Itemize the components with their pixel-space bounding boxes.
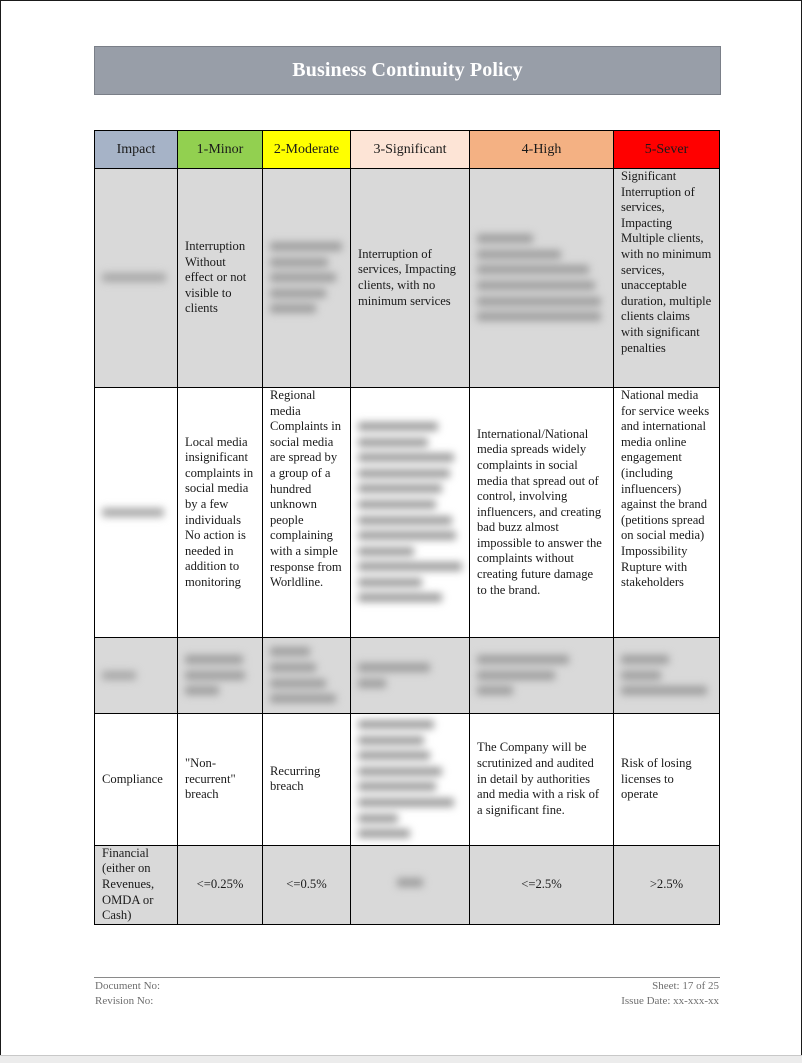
header-row	[95, 131, 720, 169]
cell-significant-redacted	[351, 388, 470, 638]
cell-minor-redacted	[178, 638, 263, 714]
cell-sever: Significant Interruption of services, Impacting Multiple clients, with no minimum services, unacceptable duration, multiple clients claims with significant penalties	[614, 169, 720, 388]
cell-moderate-redacted	[263, 169, 351, 388]
cell-high-redacted	[470, 169, 614, 388]
cell-significant-redacted	[351, 714, 470, 846]
header-minor: 1-Minor	[178, 131, 263, 169]
cell-minor: "Non-recurrent" breach	[178, 714, 263, 846]
footer-left	[95, 979, 160, 1009]
table-row	[95, 714, 720, 846]
cell-high: International/National media spreads widely complaints in social media that spread out of control, involving influencers, and creating bad buzz almost impossible to answer the complaints without creating future damage to the brand.	[470, 388, 614, 638]
cell-high-redacted	[470, 638, 614, 714]
impact-matrix-table	[94, 130, 720, 925]
table-row	[95, 169, 720, 388]
footer-right	[621, 979, 719, 1009]
page-title: Business Continuity Policy	[292, 59, 523, 81]
cell-minor: <=0.25%	[178, 845, 263, 924]
issue-date: Issue Date: xx-xxx-xx	[621, 995, 719, 1007]
cell-moderate: Regional media Complaints in social media are spread by a group of a hundred unknown people complaining with a simple response from Worldline.	[263, 388, 351, 638]
cell-high: The Company will be scrutinized and audited in detail by authorities and media with a risk of a significant fine.	[470, 714, 614, 846]
cell-moderate: Recurring breach	[263, 714, 351, 846]
header-significant: 3-Significant	[351, 131, 470, 169]
cell-minor: Local media insignificant complaints in social media by a few individuals No action is needed in addition to monitoring	[178, 388, 263, 638]
cell-minor: Interruption Without effect or not visible to clients	[178, 169, 263, 388]
table-row	[95, 388, 720, 638]
table-row	[95, 845, 720, 924]
header-impact: Impact	[95, 131, 178, 169]
row-category: Compliance	[95, 714, 178, 846]
cell-moderate: <=0.5%	[263, 845, 351, 924]
sheet-number: Sheet: 17 of 25	[652, 980, 719, 992]
cell-sever: Risk of losing licenses to operate	[614, 714, 720, 846]
cell-sever: >2.5%	[614, 845, 720, 924]
revision-number-label: Revision No:	[95, 995, 154, 1007]
row-category-redacted	[95, 169, 178, 388]
cell-significant-redacted	[351, 845, 470, 924]
row-category: Financial (either on Revenues, OMDA or Cash)	[95, 845, 178, 924]
cell-sever: National media for service weeks and international media online engagement (including influencers) against the brand (petitions spread on social media) Impossibility Rupture with stakeholders	[614, 388, 720, 638]
footer-divider	[94, 977, 720, 978]
cell-sever-redacted	[614, 638, 720, 714]
table-row	[95, 638, 720, 714]
header-high: 4-High	[470, 131, 614, 169]
row-category-redacted	[95, 638, 178, 714]
header-sever: 5-Sever	[614, 131, 720, 169]
cell-significant-redacted	[351, 638, 470, 714]
cell-moderate-redacted	[263, 638, 351, 714]
cell-high: <=2.5%	[470, 845, 614, 924]
cell-significant: Interruption of services, Impacting clients, with no minimum services	[351, 169, 470, 388]
row-category-redacted	[95, 388, 178, 638]
document-number-label: Document No:	[95, 980, 161, 992]
title-banner	[94, 46, 721, 95]
header-moderate: 2-Moderate	[263, 131, 351, 169]
